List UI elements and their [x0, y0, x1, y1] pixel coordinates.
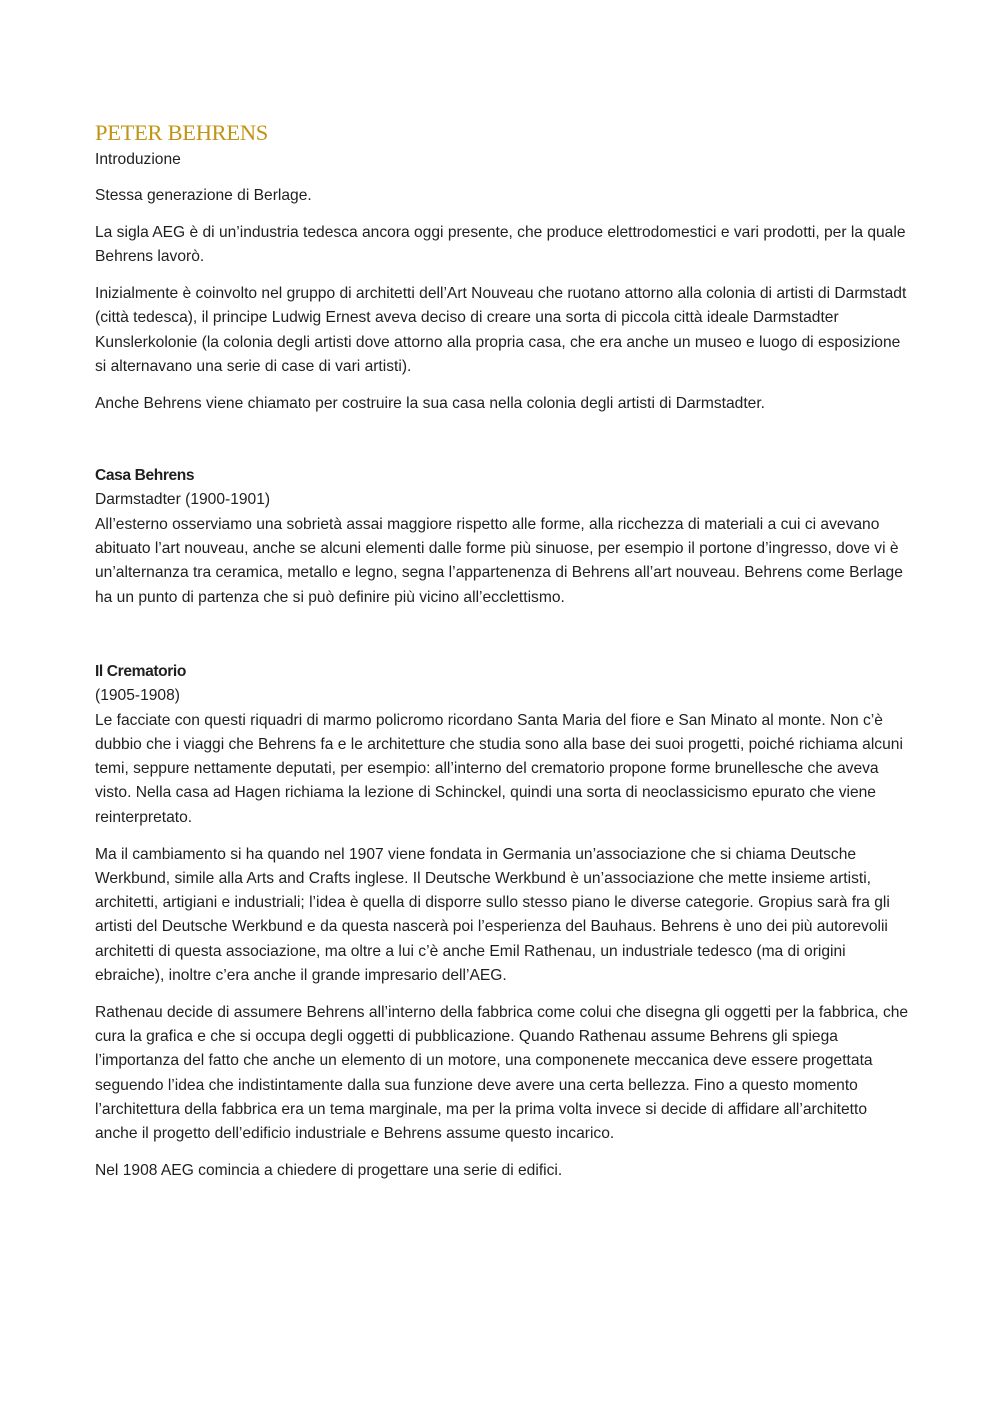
- intro-block: [95, 184, 910, 416]
- section-paragraph: Rathenau decide di assumere Behrens all’interno della fabbrica come colui che disegna gli oggetti per la fabbrica, che cura la grafica e che si occupa degli oggetti di pubblicazione. Quando Rathenau assume Behrens gli spiega l’importanza del fatto che anche un elemento di un motore, una componenete meccanica deve essere progettata seguendo l’idea che indistintamente dalla sua funzione deve avere una certa bellezza. Fino a questo momento l’architettura della fabbrica era un tema marginale, ma per la prima volta invece si decide di affidare all’architetto anche il progetto dell’edificio industriale e Behrens assume questo incarico.: [95, 1003, 909, 1143]
- section-il-crematorio: [95, 660, 910, 1183]
- section-heading: Il Crematorio: [95, 662, 186, 680]
- section-paragraph: All’esterno osserviamo una sobrietà assai maggiore rispetto alle forme, alla ricchezza di materiali a cui ci avevano abituato l’art nouveau, anche se alcuni elementi dalle forme più sinuose, per esempio il portone d’ingresso, dove vi è un’alternanza tra ceramica, metallo e legno, segna l’appartenenza di Behrens all’art nouveau. Behrens come Berlage ha un punto di partenza che si può definire più vicino all’ecclettismo.: [95, 515, 903, 606]
- intro-paragraph: Anche Behrens viene chiamato per costruire la sua casa nella colonia degli artisti di Darmstadter.: [95, 394, 766, 412]
- section-casa-behrens: [95, 464, 910, 610]
- page-title: PETER BEHRENS: [95, 120, 268, 145]
- intro-paragraph: Stessa generazione di Berlage.: [95, 187, 312, 205]
- section-paragraph: Le facciate con questi riquadri di marmo policromo ricordano Santa Maria del fiore e San Minato al monte. Non c’è dubbio che i viaggi che Behrens fa e le architetture che studia sono alla base dei suoi progetti, poiché richiama alcuni temi, seppure nettamente deputati, per esempio: all’interno del crematorio propone forme brunellesche che aveva visto. Nella casa ad Hagen richiama la lezione di Schinckel, quindi una sorta di neoclassicismo epurato che viene reinterpretato.: [95, 711, 903, 826]
- page-subtitle: Introduzione: [95, 151, 181, 168]
- intro-paragraph: La sigla AEG è di un’industria tedesca ancora oggi presente, che produce elettrodomestici e vari prodotti, per la quale Behrens lavorò.: [95, 224, 906, 266]
- section-subheading: (1905-1908): [95, 687, 180, 705]
- intro-paragraph: Inizialmente è coinvolto nel gruppo di architetti dell’Art Nouveau che ruotano attorno alla colonia di artisti di Darmstadt (città tedesca), il principe Ludwig Ernest aveva deciso di creare una sorta di piccola città ideale Darmstadter Kunslerkolonie (la colonia degli artisti dove attorno alla propria casa, che era anche un museo e luogo di esposizione si alternavano una serie di case di vari artisti).: [95, 285, 907, 376]
- document-page: [95, 118, 910, 1196]
- section-paragraph: Ma il cambiamento si ha quando nel 1907 viene fondata in Germania un’associazione che si chiama Deutsche Werkbund, simile alla Arts and Crafts inglese. Il Deutsche Werkbund è un’associazione che mette insieme artisti, architetti, artigiani e industriali; l’idea è quella di disporre sullo stesso piano le diverse categorie. Gropius sarà fra gli artisti del Deutsche Werkbund e da questa nascerà poi l’esperienza del Bauhaus. Behrens è uno dei più autorevolii architetti di questa associazione, ma oltre a lui c’è anche Emil Rathenau, un industriale tedesco (ma di origini ebraiche), inoltre c’era anche il grande impresario dell’AEG.: [95, 845, 890, 985]
- section-body: [95, 709, 910, 1184]
- section-heading: Casa Behrens: [95, 467, 195, 485]
- section-subheading: Darmstadter (1900-1901): [95, 491, 271, 509]
- section-paragraph: Nel 1908 AEG comincia a chiedere di progettare una serie di edifici.: [95, 1162, 563, 1180]
- section-body: [95, 513, 910, 610]
